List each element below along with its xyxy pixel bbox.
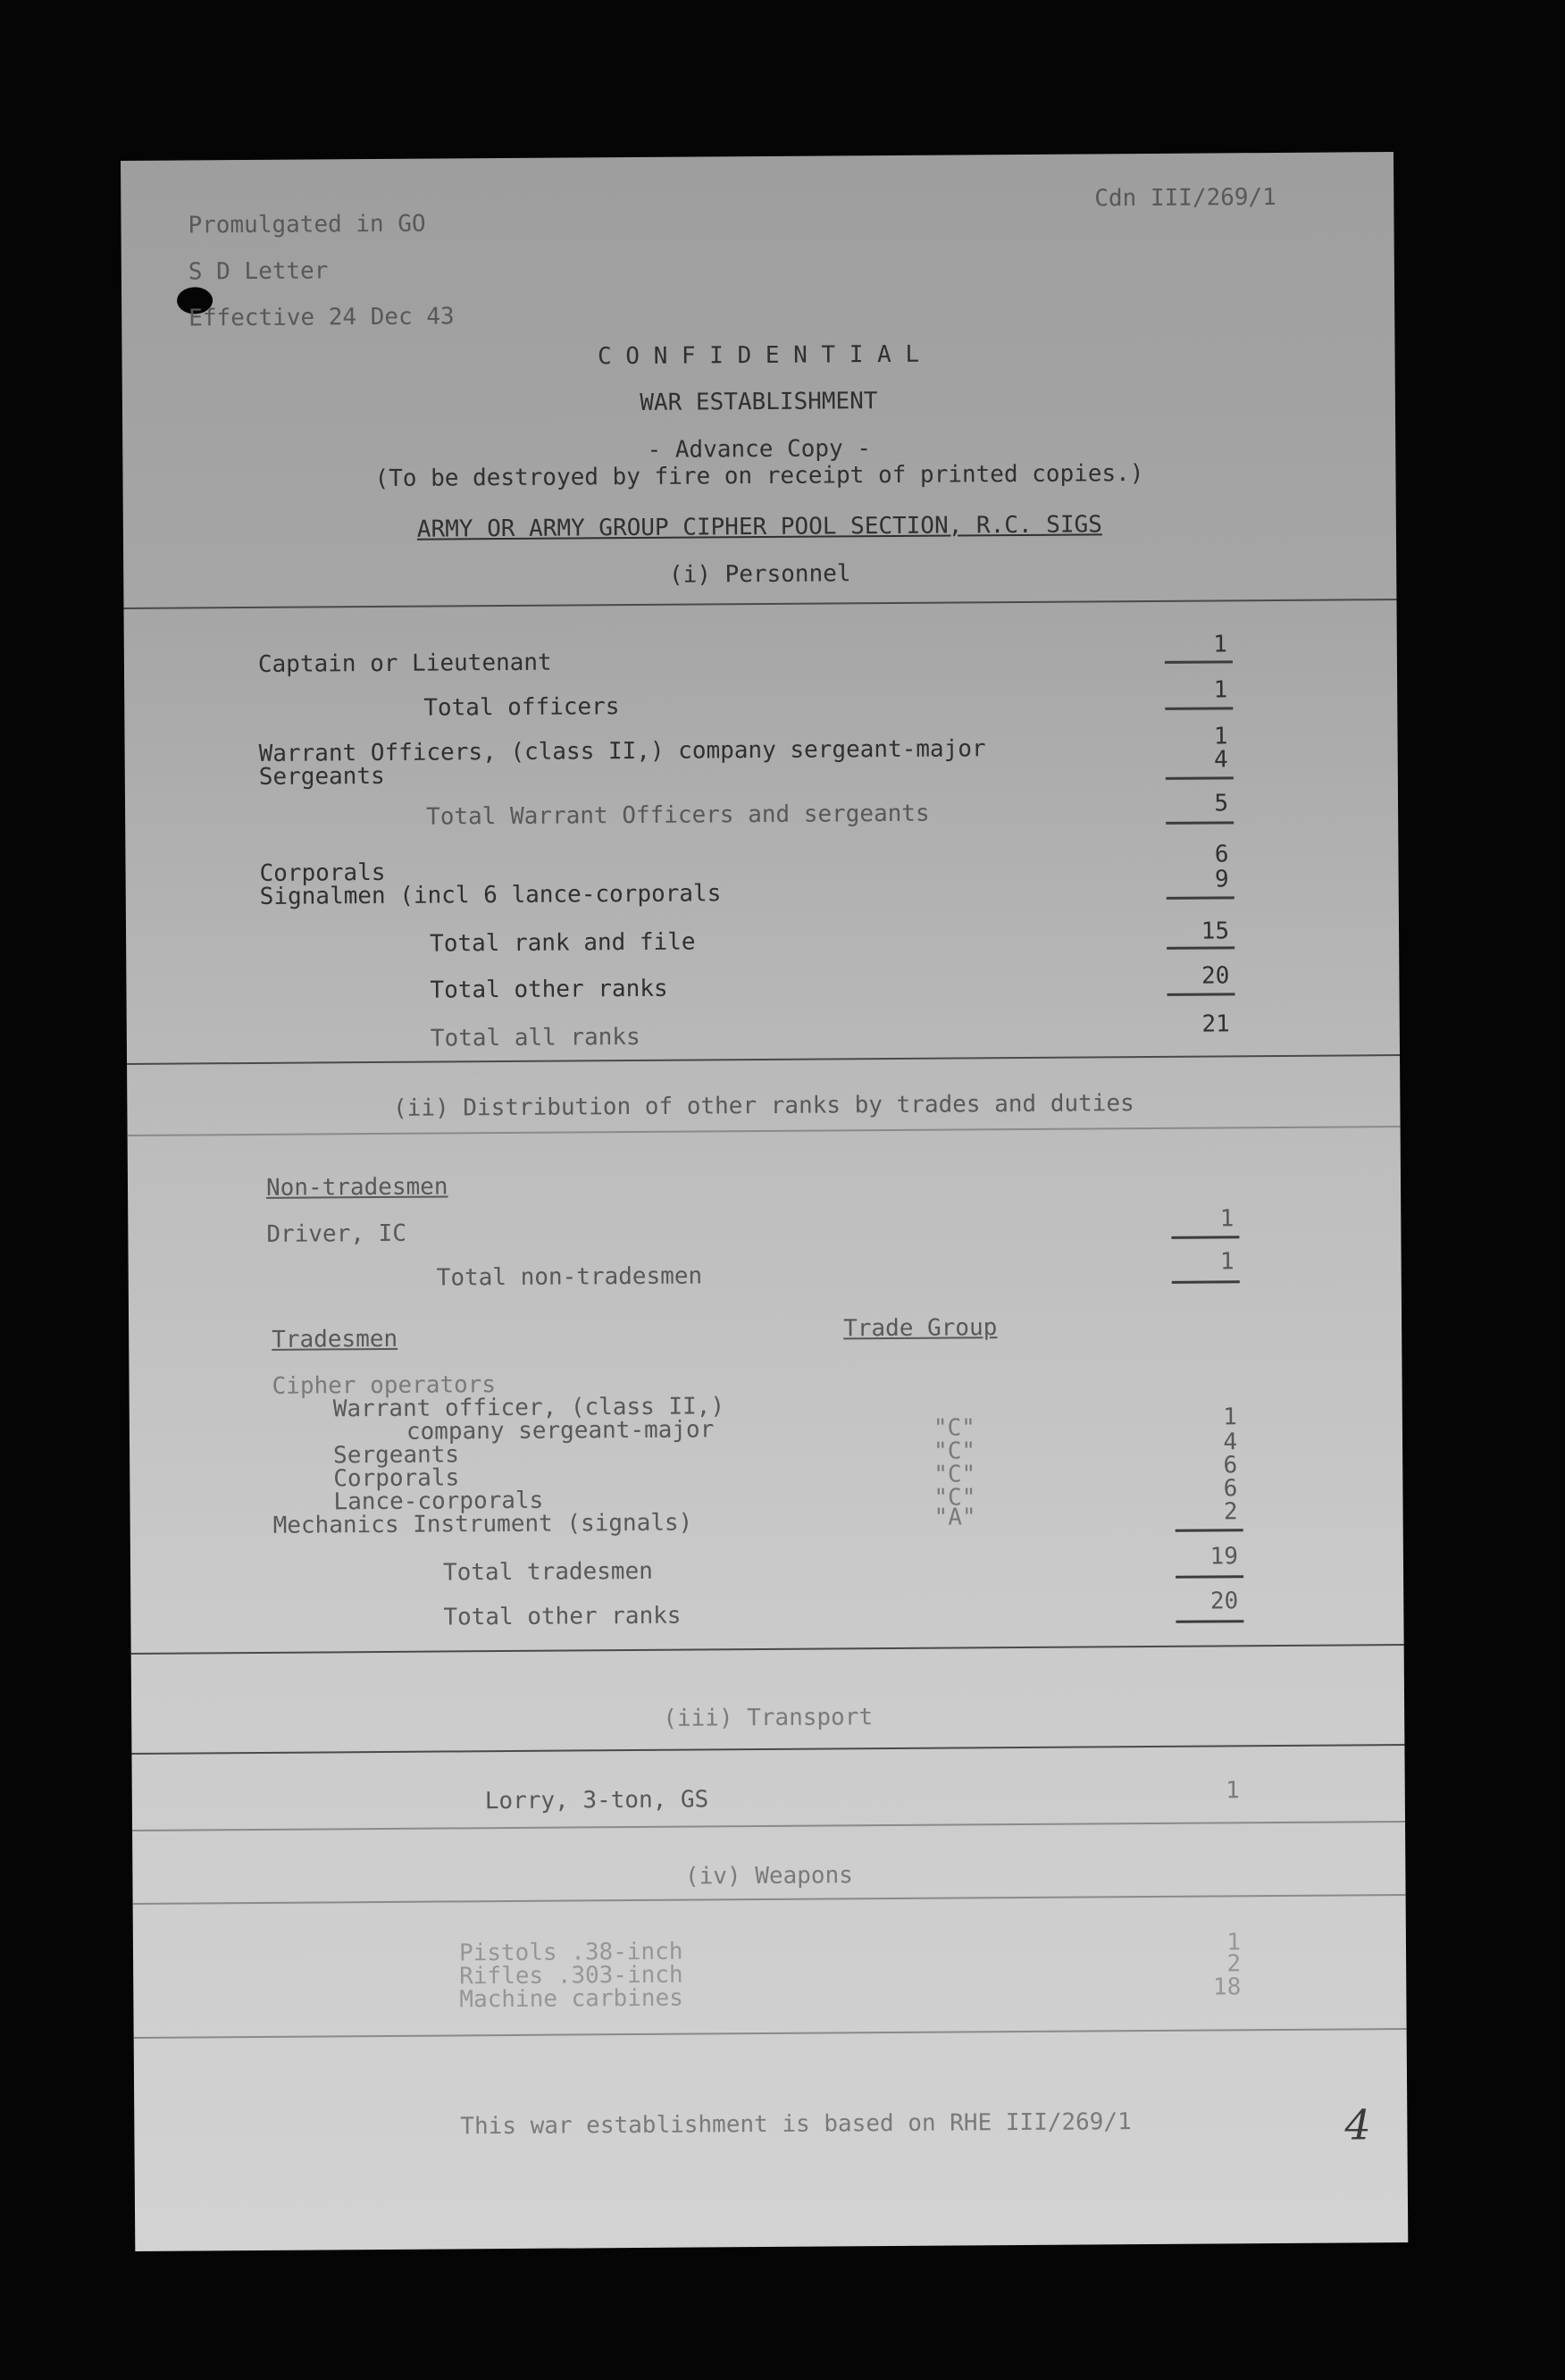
personnel-value: 9 [1214, 866, 1229, 893]
personnel-total-value: 21 [1201, 1010, 1230, 1038]
non-tradesmen-heading: Non-tradesmen [265, 1173, 448, 1202]
weapon-value: 2 [1226, 1950, 1242, 1978]
unit-title: ARMY OR ARMY GROUP CIPHER POOL SECTION, R.C. SIGS [416, 511, 1102, 543]
advance-copy-line: - Advance Copy - [647, 435, 872, 464]
transport-label: Lorry, 3-ton, GS [484, 1786, 709, 1815]
trade-group-heading: Trade Group [843, 1314, 998, 1343]
confidential-heading: C O N F I D E N T I A L [597, 340, 920, 371]
weapon-value: 1 [1226, 1929, 1242, 1957]
tradesman-value: 4 [1223, 1429, 1238, 1456]
weapons-heading: (iv) Weapons [684, 1862, 853, 1890]
section-divider [132, 1821, 1405, 1831]
handwritten-page-mark: 4 [1344, 2100, 1371, 2150]
personnel-total-label: Total all ranks [430, 1023, 640, 1052]
distribution-heading: (ii) Distribution of other ranks by trades and duties [392, 1090, 1134, 1122]
total-other-ranks-label: Total other ranks [443, 1602, 682, 1631]
trade-group: "A" [933, 1504, 976, 1531]
personnel-heading: (i) Personnel [668, 560, 851, 589]
sd-letter-line: S D Letter [188, 257, 329, 286]
personnel-total-label: Total Warrant Officers and sergeants [426, 800, 930, 831]
footer-note: This war establishment is based on RHE III/269/1 [460, 2108, 1132, 2141]
tradesman-label: company sergeant-major [406, 1416, 715, 1446]
total-rule [1166, 821, 1234, 825]
section-divider [133, 1894, 1406, 1905]
document-reference: Cdn III/269/1 [1094, 183, 1276, 213]
total-rule [1165, 707, 1233, 710]
driver-value: 1 [1219, 1205, 1234, 1233]
total-rule [1167, 896, 1234, 900]
total-other-ranks-value: 20 [1209, 1588, 1239, 1615]
trade-group: "C" [933, 1437, 976, 1465]
personnel-total-value: 5 [1214, 790, 1229, 817]
tradesman-value: 6 [1223, 1452, 1238, 1479]
personnel-total-value: 20 [1201, 962, 1230, 990]
personnel-total-value: 15 [1201, 918, 1230, 945]
personnel-total-value: 1 [1213, 676, 1228, 704]
effective-date-line: Effective 24 Dec 43 [188, 303, 455, 332]
personnel-label: Corporals [259, 859, 386, 887]
weapon-value: 18 [1212, 1974, 1242, 2001]
total-rule [1167, 946, 1234, 950]
personnel-total-label: Total rank and file [430, 928, 696, 958]
personnel-label: Sergeants [258, 762, 385, 791]
document-page [121, 152, 1408, 2251]
personnel-value: 1 [1213, 631, 1227, 658]
personnel-value: 4 [1213, 746, 1228, 774]
tradesman-label: Mechanics Instrument (signals) [272, 1509, 693, 1539]
total-non-tradesmen-value: 1 [1219, 1248, 1234, 1276]
tradesman-value: 1 [1223, 1404, 1237, 1431]
tradesman-label: Corporals [333, 1464, 460, 1493]
total-rule [1172, 1280, 1240, 1284]
trade-group: "C" [933, 1461, 976, 1488]
total-rule [1176, 1620, 1243, 1623]
driver-label: Driver, IC [266, 1219, 407, 1248]
total-rule [1176, 1529, 1243, 1532]
destroy-note: (To be destroyed by fire on receipt of printed copies.) [374, 460, 1144, 493]
cipher-operators-label: Cipher operators [272, 1371, 497, 1400]
tradesman-value: 6 [1223, 1475, 1238, 1503]
weapon-label: Machine carbines [459, 1984, 683, 2014]
personnel-label: Signalmen (incl 6 lance-corporals [259, 880, 722, 910]
total-rule [1166, 776, 1234, 780]
personnel-value: 1 [1213, 723, 1228, 750]
personnel-value: 6 [1214, 841, 1229, 868]
trade-group: "C" [933, 1414, 975, 1442]
weapon-label: Rifles .303-inch [459, 1961, 683, 1990]
weapon-label: Pistols .38-inch [458, 1938, 683, 1967]
section-divider [123, 599, 1396, 609]
total-tradesmen-value: 19 [1209, 1543, 1239, 1571]
total-rule [1165, 660, 1233, 664]
personnel-label: Captain or Lieutenant [257, 649, 552, 678]
total-rule [1176, 1575, 1243, 1579]
total-non-tradesmen-label: Total non-tradesmen [436, 1262, 703, 1292]
transport-value: 1 [1226, 1777, 1240, 1805]
section-divider [134, 2028, 1407, 2039]
section-divider [128, 1126, 1401, 1136]
war-establishment-heading: WAR ESTABLISHMENT [640, 388, 878, 416]
tradesman-label: Warrant officer, (class II,) [332, 1393, 725, 1423]
section-divider [131, 1644, 1404, 1655]
tradesmen-heading: Tradesmen [272, 1325, 398, 1353]
total-rule [1167, 993, 1235, 996]
personnel-total-label: Total officers [423, 693, 620, 722]
section-divider [127, 1054, 1400, 1065]
personnel-label: Warrant Officers, (class II,) company sergeant-major [258, 735, 986, 767]
tradesman-label: Sergeants [333, 1441, 460, 1470]
promulgated-line: Promulgated in GO [188, 210, 426, 239]
total-tradesmen-label: Total tradesmen [442, 1557, 653, 1587]
section-divider [131, 1744, 1404, 1755]
total-rule [1171, 1236, 1239, 1239]
personnel-total-label: Total other ranks [430, 975, 668, 1004]
transport-heading: (iii) Transport [663, 1704, 874, 1732]
tradesman-label: Lance-corporals [333, 1487, 544, 1516]
tradesman-value: 2 [1223, 1498, 1238, 1526]
trade-group: "C" [933, 1484, 976, 1512]
